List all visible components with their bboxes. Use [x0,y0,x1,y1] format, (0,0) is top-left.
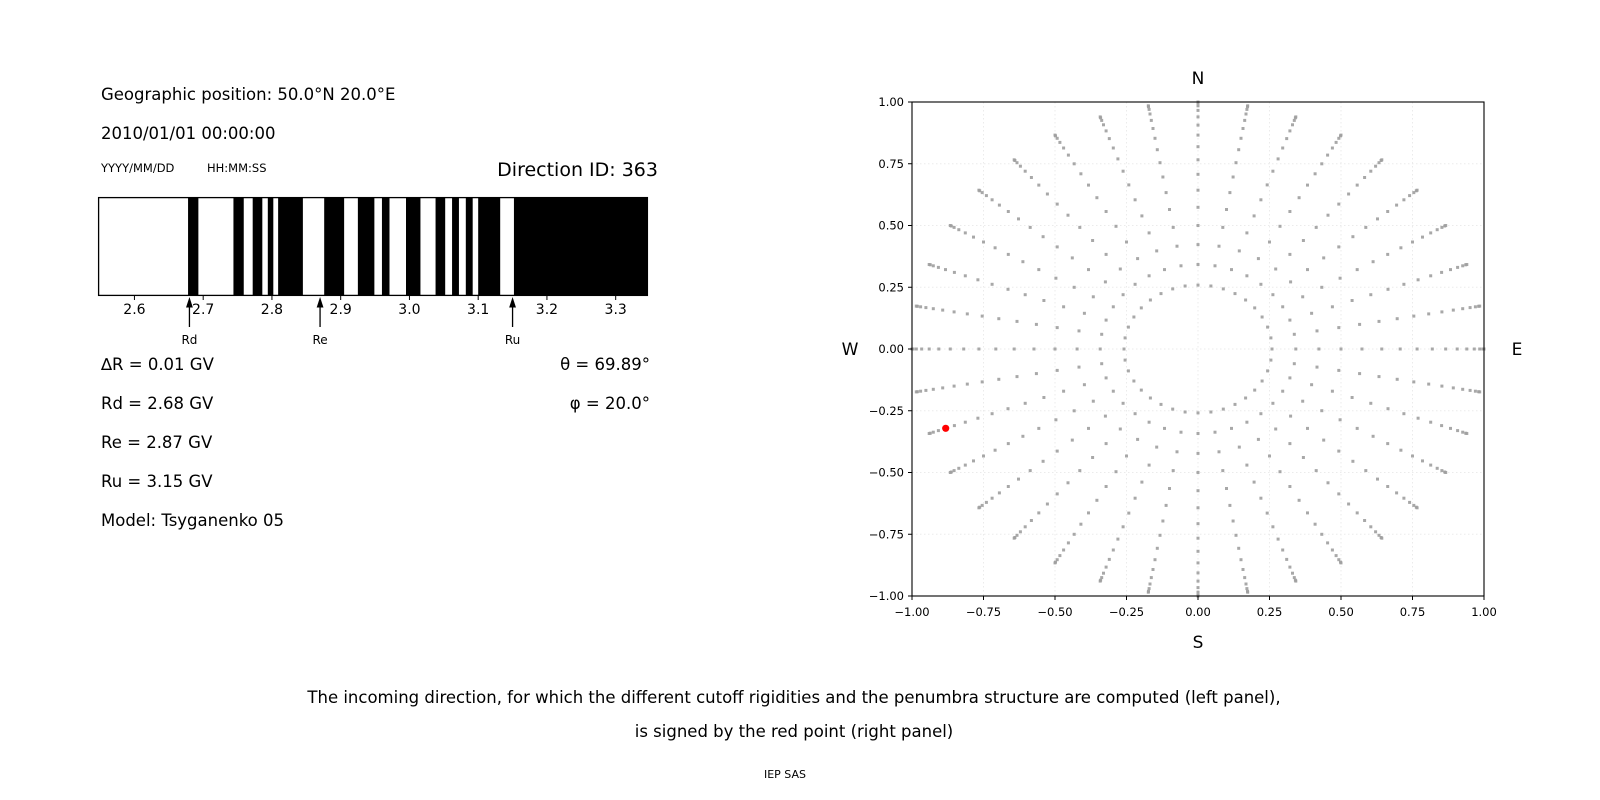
south-label: S [1192,633,1204,653]
ru-value: Ru = 3.15 GV [101,472,213,491]
svg-text:3.1: 3.1 [467,302,490,318]
svg-text:2.6: 2.6 [123,302,146,318]
svg-text:3.0: 3.0 [398,302,421,318]
svg-text:−0.50: −0.50 [868,465,904,480]
svg-text:−0.25: −0.25 [868,403,904,418]
grid-lines [912,102,1484,596]
scatter-frame [912,102,1484,596]
svg-text:1.00: 1.00 [1471,605,1497,619]
svg-text:0.25: 0.25 [1256,605,1283,619]
svg-text:Ru: Ru [504,333,521,347]
west-label: W [841,340,859,360]
time-format-label: HH:MM:SS [207,161,267,175]
barcode-x-axis [123,296,627,318]
rd-value: Rd = 2.68 GV [101,394,214,413]
svg-text:−1.00: −1.00 [894,605,930,619]
caption-line-2: is signed by the red point (right panel) [634,722,954,741]
svg-text:0.25: 0.25 [878,280,904,295]
svg-text:−1.00: −1.00 [868,589,904,603]
re-arrow [312,297,327,347]
svg-text:1.00: 1.00 [878,95,904,109]
svg-text:−0.75: −0.75 [965,605,1002,619]
svg-text:−0.25: −0.25 [1108,605,1145,619]
svg-text:2.7: 2.7 [192,302,215,318]
svg-text:0.00: 0.00 [1185,605,1211,619]
datetime-label: 2010/01/01 00:00:00 [101,124,276,143]
direction-id-label: Direction ID: 363 [497,159,658,181]
scatter-axes [869,95,1497,619]
svg-text:−0.75: −0.75 [868,527,904,542]
phi-value: φ = 20.0° [569,394,650,413]
penumbra-bars [188,198,648,295]
svg-text:0.50: 0.50 [878,218,904,233]
compass-labels [842,69,1523,653]
incoming-direction-red-point [942,425,949,432]
svg-text:0.75: 0.75 [1399,605,1426,619]
svg-text:0.75: 0.75 [878,156,904,171]
penumbra-barcode-plot [98,197,650,355]
svg-text:−0.50: −0.50 [1037,605,1073,619]
svg-text:2.9: 2.9 [329,302,352,318]
svg-text:0.50: 0.50 [1328,605,1354,619]
svg-text:3.3: 3.3 [604,302,627,318]
date-format-label: YYYY/MM/DD [101,161,175,175]
svg-text:Rd: Rd [181,333,198,347]
direction-dots [911,101,1486,598]
credit-label: IEP SAS [763,768,807,781]
caption-line-1: The incoming direction, for which the different cutoff rigidities and the penumbra structure are computed (left panel), [307,688,1281,707]
direction-scatter-plot [840,55,1540,665]
ru-arrow [505,297,520,347]
east-label: E [1511,340,1523,360]
delta-r-value: ∆R = 0.01 GV [101,355,214,374]
svg-text:3.2: 3.2 [535,302,559,318]
re-value: Re = 2.87 GV [101,433,213,452]
north-label: N [1191,69,1205,89]
model-label: Model: Tsyganenko 05 [101,511,285,530]
svg-text:2.8: 2.8 [260,302,284,318]
theta-value: θ = 69.89° [560,355,650,374]
geographic-position-label: Geographic position: 50.0°N 20.0°E [101,85,396,104]
svg-text:Re: Re [312,333,328,347]
svg-text:0.00: 0.00 [878,342,904,356]
